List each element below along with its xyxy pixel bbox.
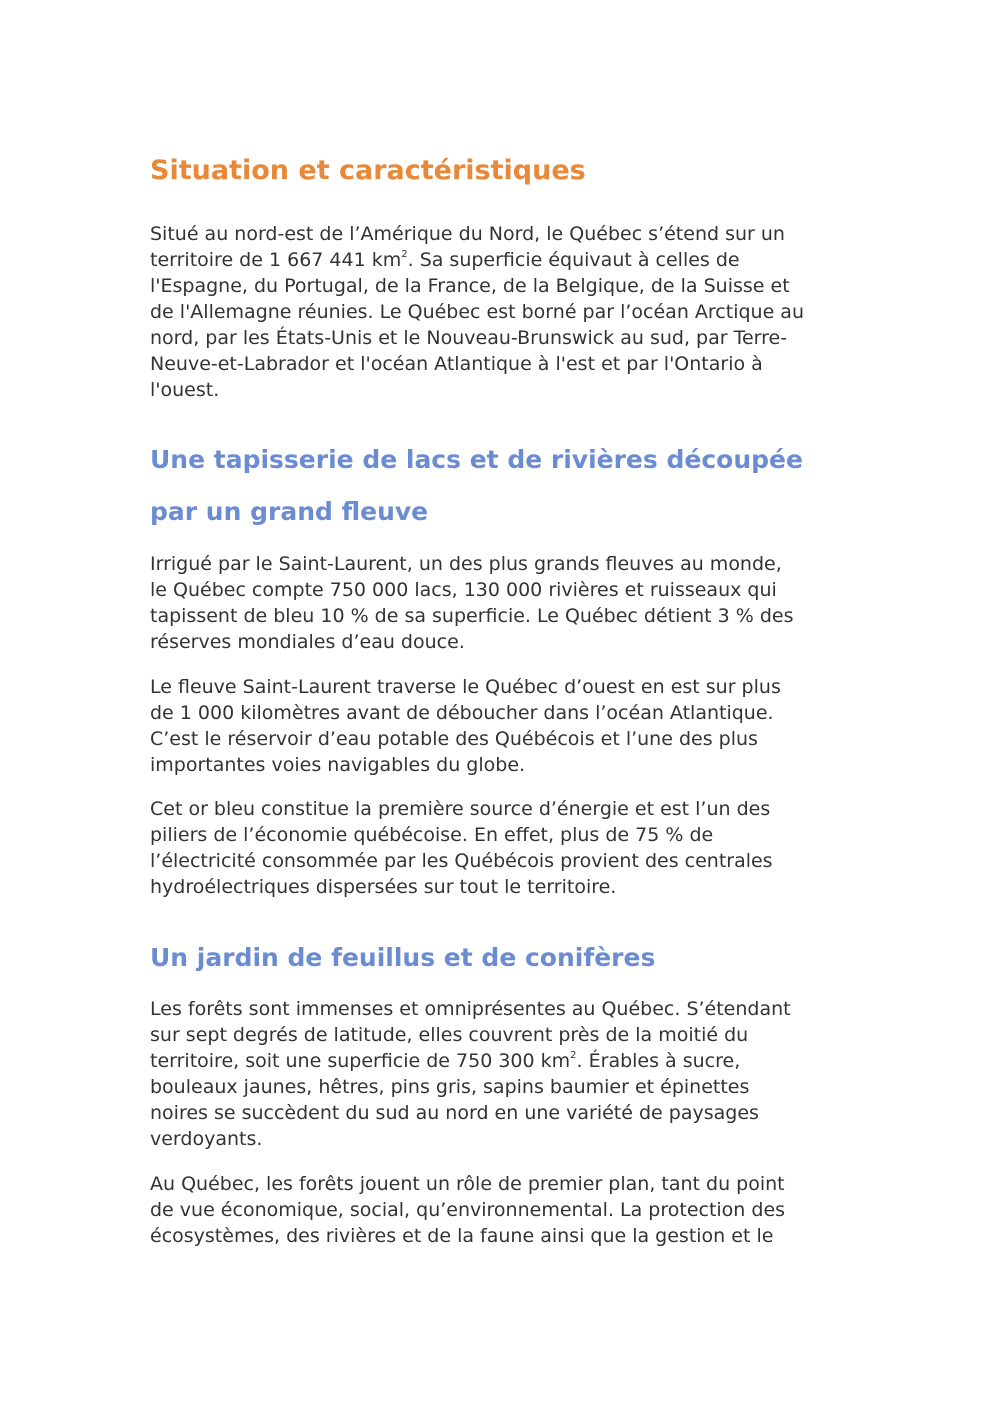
text-line: de vue économique, social, qu’environnemental. La protection des	[150, 1199, 786, 1221]
text-line: réserves mondiales d’eau douce.	[150, 631, 465, 653]
text-line: piliers de l’économie québécoise. En effet, plus de 75 % de	[150, 824, 714, 846]
text-segment: . Sa superficie équivaut à celles de	[407, 249, 740, 271]
page-title: Situation et caractéristiques	[150, 155, 586, 186]
text-line: tapissent de bleu 10 % de sa superficie. Le Québec détient 3 % des	[150, 605, 794, 627]
text-line: l’électricité consommée par les Québécois provient des centrales	[150, 850, 773, 872]
intro-paragraph	[150, 221, 850, 403]
text-line: le Québec compte 750 000 lacs, 130 000 rivières et ruisseaux qui	[150, 579, 777, 601]
text-line: nord, par les États-Unis et le Nouveau-Brunswick au sud, par Terre-	[150, 327, 788, 349]
text-line	[150, 1048, 850, 1074]
text-line: sur sept degrés de latitude, elles couvrent près de la moitié du	[150, 1024, 749, 1046]
text-line: hydroélectriques dispersées sur tout le territoire.	[150, 876, 617, 898]
text-line: Les forêts sont immenses et omniprésentes au Québec. S’étendant	[150, 998, 791, 1020]
text-line	[150, 247, 850, 273]
text-line: verdoyants.	[150, 1128, 263, 1150]
section-heading-lakes-continued: par un grand fleuve	[150, 497, 429, 526]
text-line: importantes voies navigables du globe.	[150, 754, 526, 776]
text-line: bouleaux jaunes, hêtres, pins gris, sapins baumier et épinettes	[150, 1076, 750, 1098]
text-line: Le fleuve Saint-Laurent traverse le Québec d’ouest en est sur plus	[150, 676, 781, 698]
text-line: de l'Allemagne réunies. Le Québec est borné par l’océan Arctique au	[150, 301, 804, 323]
section-heading-forests: Un jardin de feuillus et de conifères	[150, 943, 656, 972]
superscript: 2	[401, 249, 408, 260]
lakes-paragraph-3	[150, 796, 850, 900]
text-line: l'ouest.	[150, 379, 220, 401]
text-line: de 1 000 kilomètres avant de déboucher dans l’océan Atlantique.	[150, 702, 774, 724]
text-segment: territoire, soit une superficie de 750 300 km	[150, 1050, 571, 1072]
lakes-paragraph-1	[150, 551, 850, 655]
forests-paragraph-1	[150, 996, 850, 1152]
text-line: Cet or bleu constitue la première source d’énergie et est l’un des	[150, 798, 771, 820]
text-line: C’est le réservoir d’eau potable des Québécois et l’une des plus	[150, 728, 758, 750]
lakes-paragraph-2	[150, 674, 850, 778]
text-segment: . Érables à sucre,	[576, 1050, 741, 1072]
text-line: Au Québec, les forêts jouent un rôle de premier plan, tant du point	[150, 1173, 785, 1195]
text-line: l'Espagne, du Portugal, de la France, de la Belgique, de la Suisse et	[150, 275, 790, 297]
text-line: noires se succèdent du sud au nord en une variété de paysages	[150, 1102, 759, 1124]
text-line: Neuve-et-Labrador et l'océan Atlantique à l'est et par l'Ontario à	[150, 353, 763, 375]
text-line: écosystèmes, des rivières et de la faune ainsi que la gestion et le	[150, 1225, 774, 1247]
forests-paragraph-2	[150, 1171, 850, 1249]
superscript: 2	[570, 1050, 577, 1061]
section-heading-lakes: Une tapisserie de lacs et de rivières découpée	[150, 445, 803, 474]
text-line: Situé au nord-est de l’Amérique du Nord, le Québec s’étend sur un	[150, 223, 785, 245]
area-text: territoire de 1 667 441 km	[150, 249, 402, 271]
text-line: Irrigué par le Saint-Laurent, un des plus grands fleuves au monde,	[150, 553, 782, 575]
